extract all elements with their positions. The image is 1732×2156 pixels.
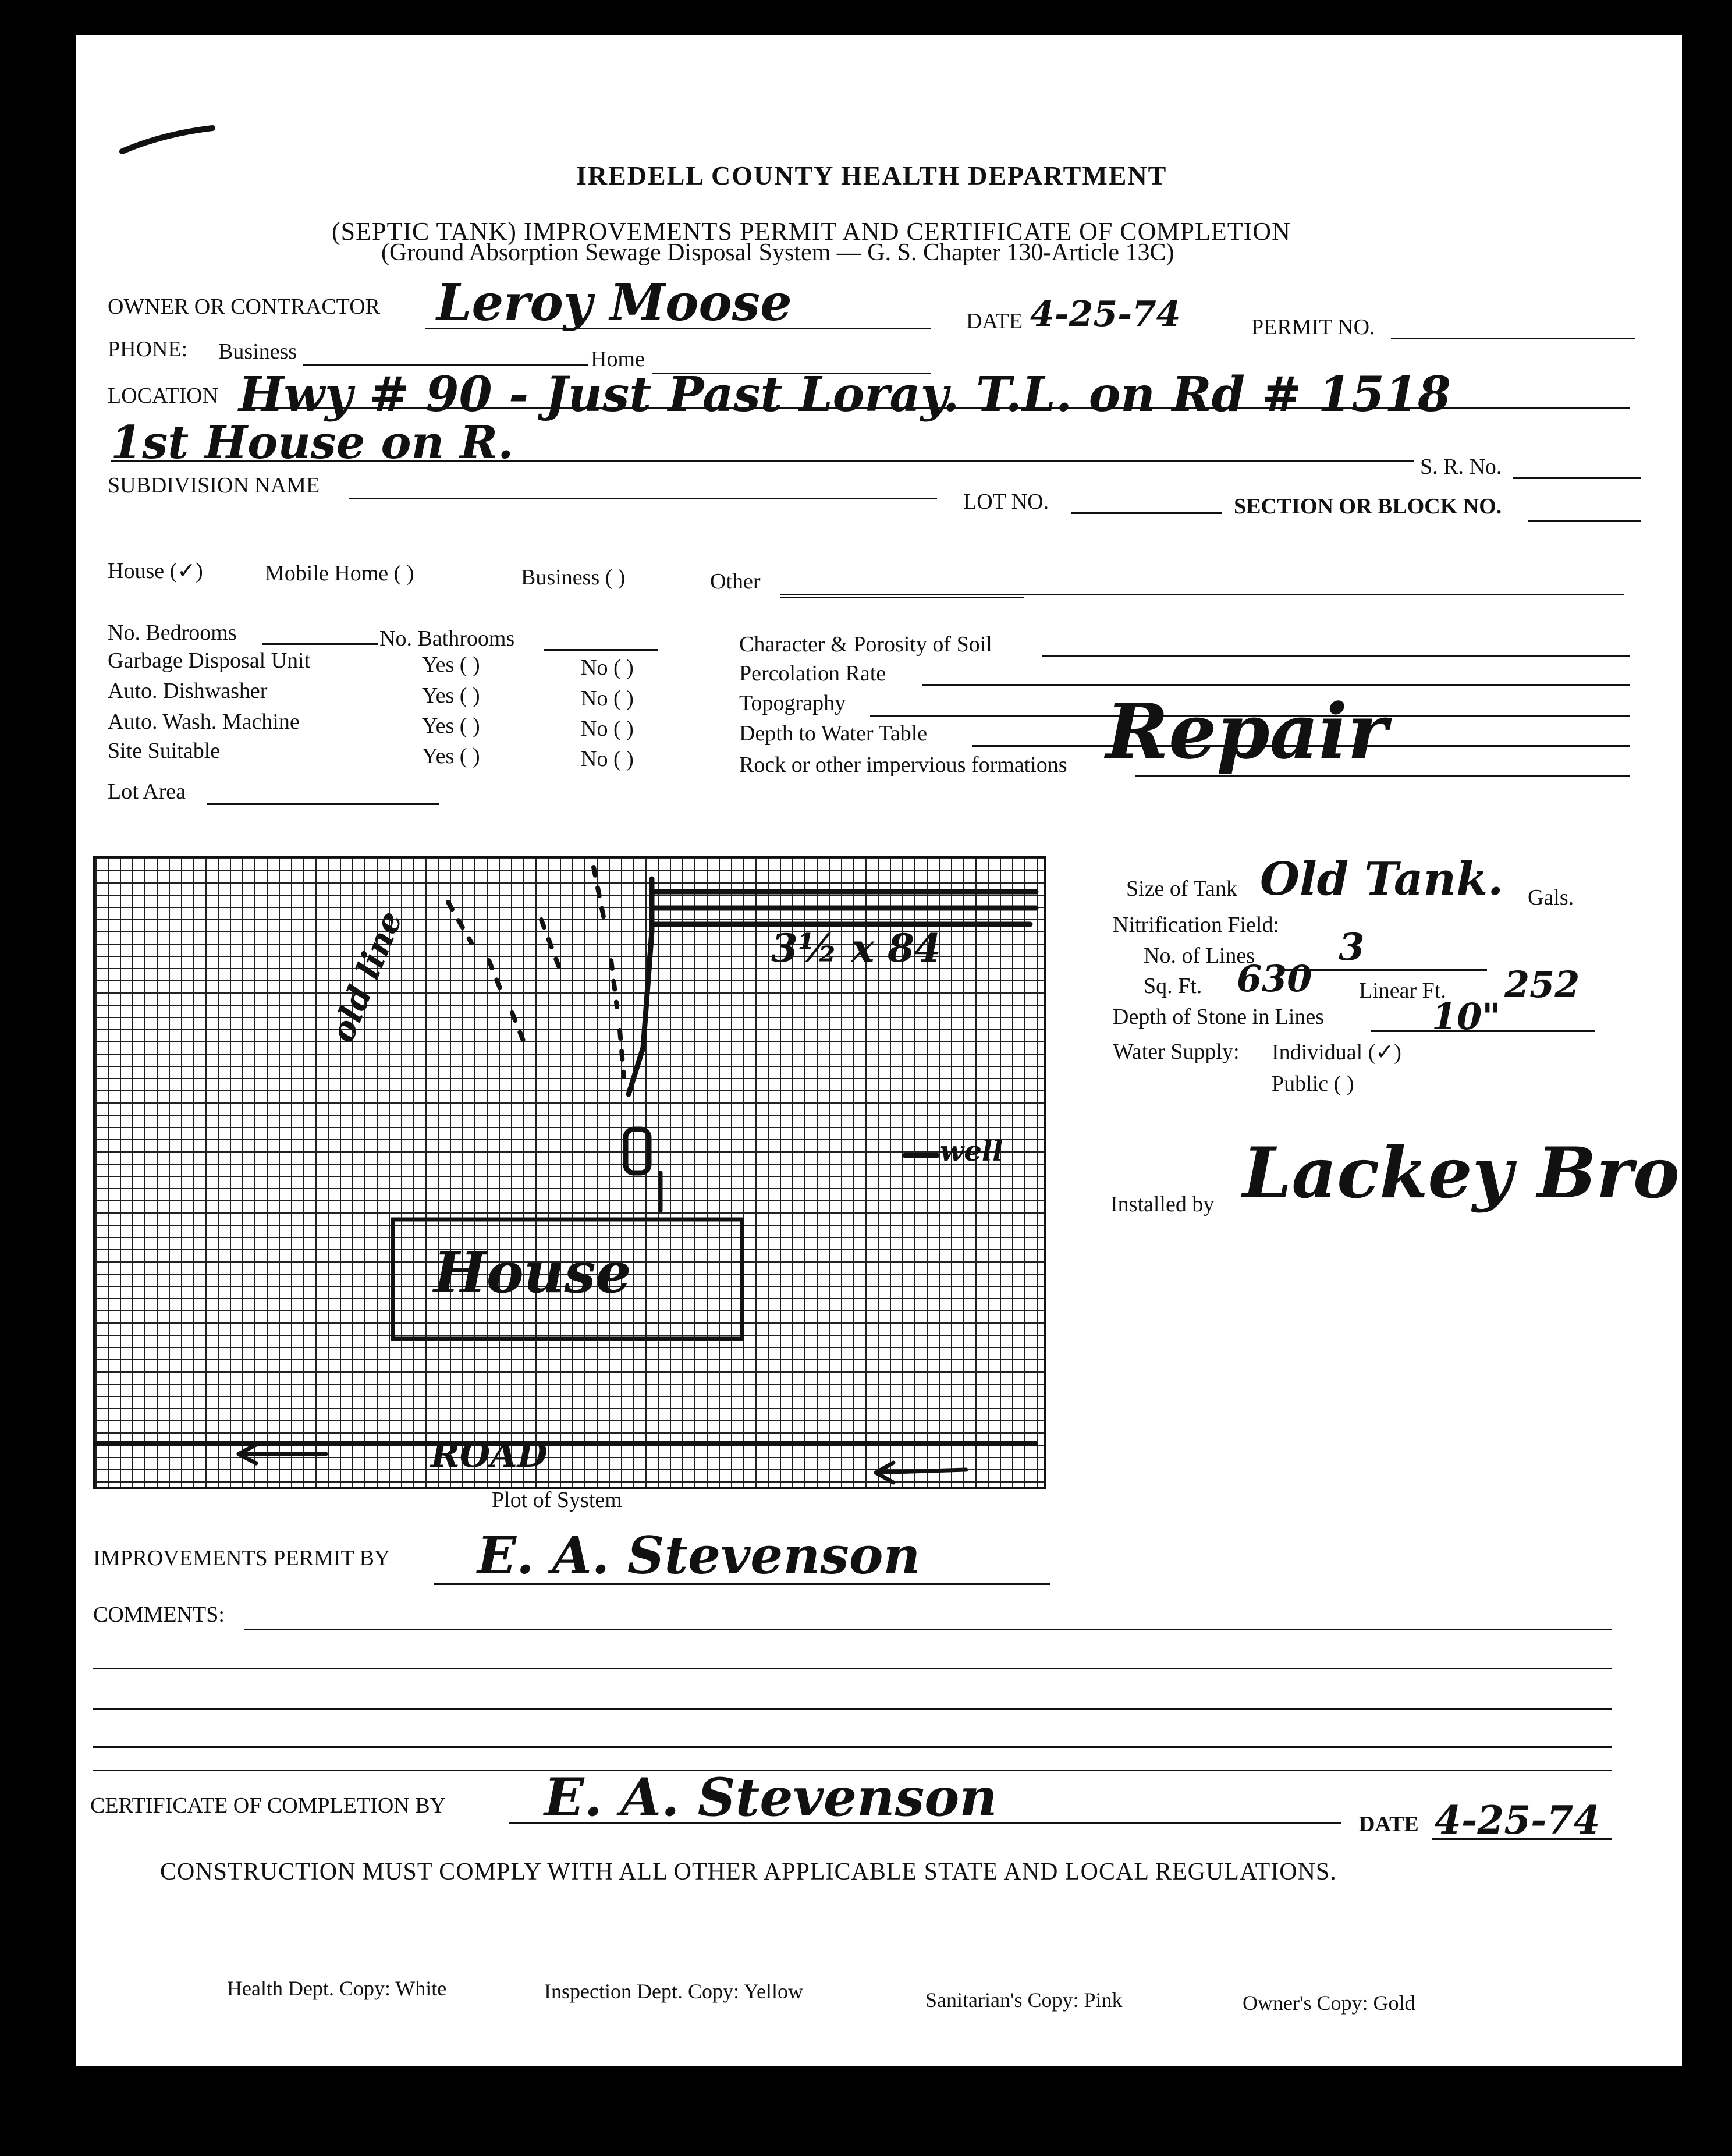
- phone-home-label: Home: [591, 347, 645, 371]
- lines-value[interactable]: 3: [1339, 925, 1365, 969]
- date-value[interactable]: 4-25-74: [1030, 294, 1181, 335]
- linear-label: Linear Ft.: [1359, 978, 1446, 1003]
- topo-label: Topography: [739, 691, 846, 715]
- nitrification-label: Nitrification Field:: [1113, 913, 1280, 937]
- location-line2[interactable]: 1st House on R.: [111, 416, 514, 469]
- type-other-line: [780, 594, 1624, 595]
- plot-house: House: [434, 1240, 631, 1306]
- sr-no-label: S. R. No.: [1420, 455, 1502, 479]
- certificate-date-label: DATE: [1359, 1812, 1419, 1836]
- garbage-label: Garbage Disposal Unit: [108, 648, 311, 673]
- washer-label: Auto. Wash. Machine: [108, 710, 300, 734]
- plot-road: ROAD: [431, 1435, 548, 1476]
- plot-old-line: old line: [323, 906, 410, 1048]
- type-mobile-home[interactable]: Mobile Home ( ): [265, 561, 414, 586]
- section-block-label: SECTION OR BLOCK NO.: [1234, 494, 1502, 519]
- location-line1-rule: [244, 407, 1630, 409]
- improvements-label: IMPROVEMENTS PERMIT BY: [93, 1546, 391, 1570]
- installed-value[interactable]: Lackey Bro: [1243, 1132, 1680, 1214]
- form-subtitle: (Ground Absorption Sewage Disposal System — G. S. Chapter 130-Article 13C): [381, 239, 1174, 266]
- pen-mark: [116, 116, 221, 163]
- washer-no[interactable]: No ( ): [581, 717, 634, 741]
- permit-no-label: PERMIT NO.: [1251, 315, 1375, 339]
- tank-size-label: Size of Tank: [1126, 877, 1237, 901]
- soil-line: [1042, 655, 1630, 657]
- dishwasher-label: Auto. Dishwasher: [108, 679, 268, 703]
- phone-business-label: Business: [218, 339, 297, 364]
- washer-yes[interactable]: Yes ( ): [422, 714, 480, 738]
- water-table-label: Depth to Water Table: [739, 721, 928, 746]
- copy-sanitarian: Sanitarian's Copy: Pink: [925, 1988, 1123, 2012]
- tank-gals: Gals.: [1528, 885, 1574, 910]
- compliance-notice: CONSTRUCTION MUST COMPLY WITH ALL OTHER APPLICABLE STATE AND LOCAL REGULATIONS.: [160, 1859, 1337, 1885]
- copy-inspection: Inspection Dept. Copy: Yellow: [544, 1980, 803, 2003]
- type-other-line2: [780, 597, 1024, 598]
- copy-health: Health Dept. Copy: White: [227, 1977, 447, 2000]
- type-other: Other: [710, 569, 761, 594]
- lot-area-line: [207, 803, 439, 805]
- certificate-signature[interactable]: E. A. Stevenson: [544, 1767, 998, 1828]
- bathrooms-label: No. Bathrooms: [379, 626, 515, 651]
- form-title: (SEPTIC TANK) IMPROVEMENTS PERMIT AND CERTIFICATE OF COMPLETION: [332, 217, 1291, 246]
- location-line1[interactable]: Hwy # 90 - Just Past Loray. T.L. on Rd # 1518: [239, 367, 1451, 423]
- perc-label: Percolation Rate: [739, 661, 886, 686]
- rock-label: Rock or other impervious formations: [739, 753, 1067, 777]
- sqft-label: Sq. Ft.: [1144, 974, 1202, 998]
- soil-label: Character & Porosity of Soil: [739, 632, 992, 657]
- stone-line: [1371, 1030, 1595, 1032]
- lines-label: No. of Lines: [1144, 944, 1255, 968]
- certificate-date-value[interactable]: 4-25-74: [1435, 1797, 1600, 1843]
- department-title: IREDELL COUNTY HEALTH DEPARTMENT: [576, 161, 1167, 190]
- lot-no-label: LOT NO.: [963, 490, 1049, 514]
- certificate-label: CERTIFICATE OF COMPLETION BY: [90, 1793, 446, 1818]
- road-arrow-left: [239, 1445, 326, 1463]
- installed-label: Installed by: [1110, 1192, 1215, 1217]
- location-label: LOCATION: [108, 384, 218, 408]
- comments-label: COMMENTS:: [93, 1602, 225, 1627]
- site-no[interactable]: No ( ): [581, 747, 634, 771]
- tank-size-value[interactable]: Old Tank.: [1260, 853, 1504, 906]
- owner-label: OWNER OR CONTRACTOR: [108, 295, 380, 319]
- phone-label: PHONE:: [108, 337, 188, 361]
- copy-owner: Owner's Copy: Gold: [1243, 1991, 1415, 2015]
- water-supply-label: Water Supply:: [1113, 1040, 1240, 1064]
- date-label: DATE: [966, 309, 1023, 334]
- type-business[interactable]: Business ( ): [521, 565, 626, 590]
- comments-line-4: [93, 1746, 1612, 1748]
- water-public[interactable]: Public ( ): [1272, 1072, 1354, 1096]
- lot-no-line: [1071, 512, 1222, 514]
- linear-value[interactable]: 252: [1504, 963, 1580, 1006]
- improvements-line: [434, 1583, 1050, 1585]
- road-arrow-right: [876, 1463, 966, 1483]
- bathrooms-line: [544, 649, 658, 651]
- location-line2-rule: [111, 460, 1414, 462]
- supply-pipe: [629, 931, 652, 1094]
- owner-value[interactable]: Leroy Moose: [436, 274, 792, 332]
- garbage-yes[interactable]: Yes ( ): [422, 653, 480, 677]
- site-yes[interactable]: Yes ( ): [422, 744, 480, 768]
- plot-dimension: 3½ x 84: [771, 925, 941, 971]
- bedrooms-label: No. Bedrooms: [108, 620, 237, 645]
- dishwasher-no[interactable]: No ( ): [581, 686, 634, 711]
- lot-area-label: Lot Area: [108, 779, 186, 804]
- certificate-line: [509, 1822, 1341, 1824]
- subdivision-line: [349, 498, 937, 499]
- certificate-date-line: [1432, 1838, 1612, 1840]
- garbage-no[interactable]: No ( ): [581, 655, 634, 680]
- bedrooms-line: [262, 643, 378, 645]
- subdivision-label: SUBDIVISION NAME: [108, 473, 320, 498]
- phone-business-line: [303, 364, 588, 366]
- stone-value[interactable]: 10": [1432, 995, 1501, 1038]
- sr-no-line: [1513, 477, 1641, 479]
- site-label: Site Suitable: [108, 739, 221, 763]
- perc-line: [922, 684, 1630, 686]
- permit-no-line: [1391, 338, 1635, 339]
- sqft-value[interactable]: 630: [1237, 958, 1312, 1000]
- comments-line-2: [93, 1668, 1612, 1669]
- old-line-dashes: [448, 902, 559, 1042]
- improvements-signature[interactable]: E. A. Stevenson: [477, 1525, 921, 1586]
- plot-well: well: [940, 1135, 1003, 1168]
- dishwasher-yes[interactable]: Yes ( ): [422, 683, 480, 708]
- repair-handwriting[interactable]: Repair: [1106, 687, 1387, 776]
- type-house[interactable]: House (✓): [108, 559, 203, 583]
- stone-label: Depth of Stone in Lines: [1113, 1005, 1325, 1029]
- comments-line-1: [244, 1629, 1612, 1630]
- water-individual[interactable]: Individual (✓): [1272, 1040, 1401, 1065]
- old-line-dashes-2: [594, 867, 624, 1077]
- plot-caption: Plot of System: [492, 1488, 622, 1512]
- comments-line-3: [93, 1708, 1612, 1710]
- septic-tank: [626, 1129, 649, 1173]
- section-block-line: [1528, 520, 1641, 522]
